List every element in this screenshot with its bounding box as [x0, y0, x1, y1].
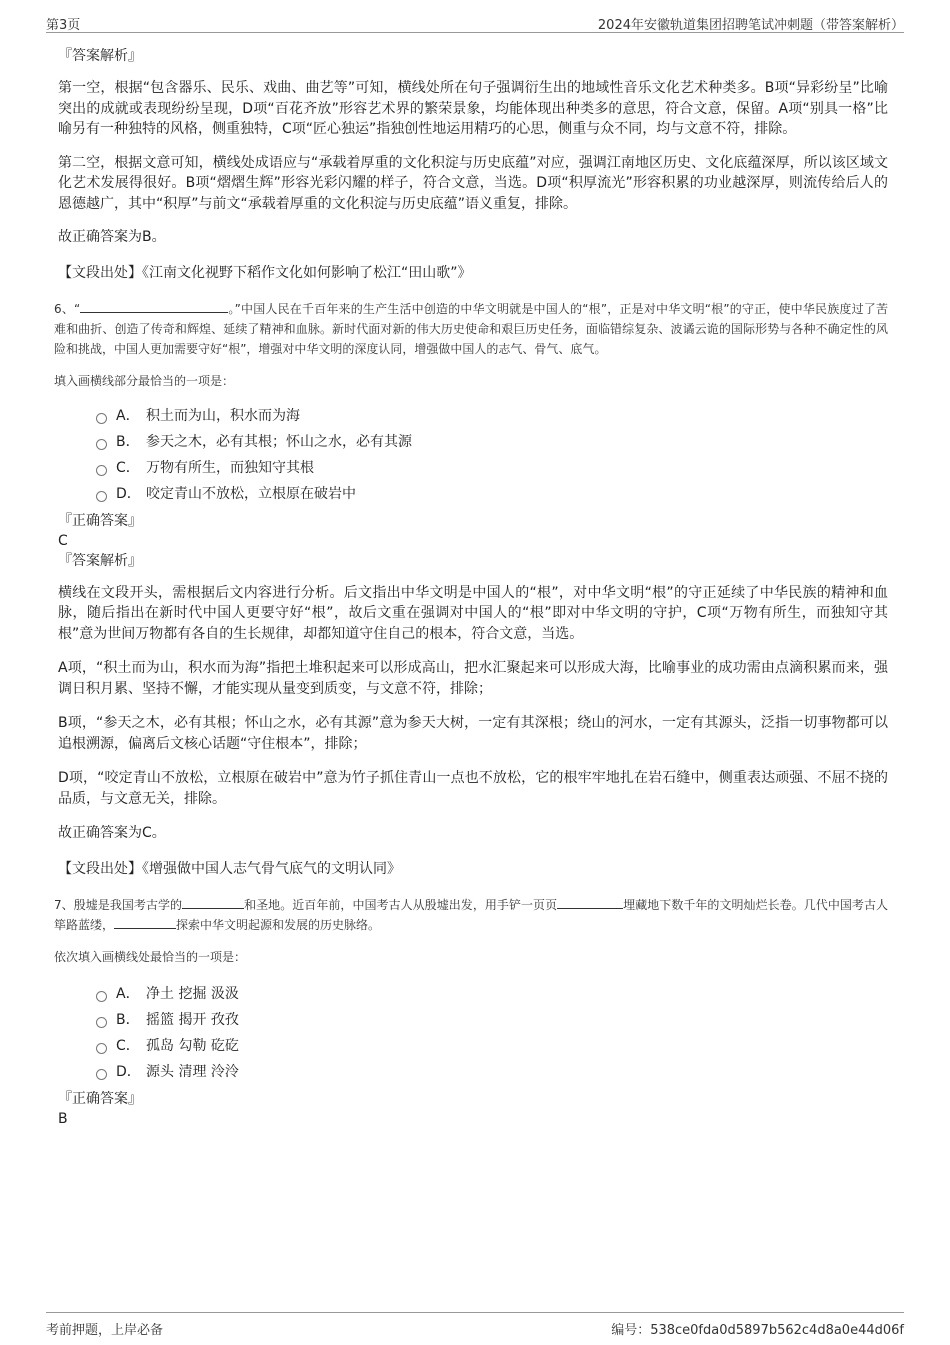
- question-7-options: [96, 981, 888, 1085]
- page-content: [54, 46, 888, 1129]
- radio-icon[interactable]: [96, 439, 107, 450]
- radio-icon[interactable]: [96, 491, 107, 502]
- page-footer: [46, 1312, 904, 1337]
- page-header: [46, 10, 904, 33]
- option-a[interactable]: A． 积土而为山，积水而为海: [96, 403, 888, 429]
- answer-conclusion: 故正确答案为C。: [58, 825, 166, 841]
- analysis-paragraph: B项，“参天之木，必有其根；怀山之水，必有其源”意为参天大树，一定有其深根；绕山的河水，一定有其源头，泛指一切事物都可以追根溯源，偏离后文核心话题“守住根本”，排除；: [58, 715, 888, 752]
- radio-icon[interactable]: [96, 1017, 107, 1028]
- fill-blank: [80, 299, 228, 313]
- option-c[interactable]: C． 万物有所生，而独知守其根: [96, 455, 888, 481]
- page-number: 第3页: [46, 18, 81, 33]
- fill-blank: [114, 915, 176, 929]
- option-b[interactable]: B． 摇篮 揭开 孜孜: [96, 1007, 888, 1033]
- correct-answer-tag: 『正确答案』: [58, 512, 142, 529]
- option-text: 净土 挖掘 汲汲: [146, 985, 239, 1002]
- analysis-paragraph: 第二空，根据文意可知，横线处成语应与“承载着厚重的文化积淀与历史底蕴”对应，强调江南地区历史、文化底蕴深厚，所以该区域文化艺术发展得很好。B项“熠熠生辉”形容光彩闪耀的样子，符合文意，当选。D项“积厚流光”形容积累的功业越深厚，则流传给后人的恩德越广，其中“积厚”与前文“承载着厚重的文化积淀与历史底蕴”语义重复，排除。: [58, 154, 888, 212]
- footer-slogan: 考前押题，上岸必备: [46, 1323, 164, 1338]
- radio-icon[interactable]: [96, 465, 107, 476]
- fill-blank: [182, 895, 244, 909]
- fill-blank: [557, 895, 623, 909]
- correct-answer: C: [58, 532, 68, 549]
- document-title: 2024年安徽轨道集团招聘笔试冲刺题（带答案解析）: [597, 18, 904, 33]
- option-text: 源头 清理 泠泠: [146, 1063, 239, 1080]
- option-d[interactable]: D． 咬定青山不放松，立根原在破岩中: [96, 481, 888, 507]
- question-7-prompt: 依次填入画横线处最恰当的一项是：: [54, 949, 247, 964]
- analysis-paragraph: D项，“咬定青山不放松，立根原在破岩中”意为竹子抓住青山一点也不放松，它的根牢牢地扎在岩石缝中，侧重表达顽强、不屈不挠的品质，与文意无关，排除。: [58, 770, 888, 807]
- question-6-stem: [54, 299, 888, 359]
- option-d[interactable]: D． 源头 清理 泠泠: [96, 1059, 888, 1085]
- question-6-options: [96, 403, 888, 507]
- question-6-prompt: 填入画横线部分最恰当的一项是：: [54, 373, 235, 388]
- answer-conclusion: 故正确答案为B。: [58, 229, 166, 245]
- passage-source: 【文段出处】《增强做中国人志气骨气底气的文明认同》: [58, 860, 401, 877]
- radio-icon[interactable]: [96, 991, 107, 1002]
- option-a[interactable]: A． 净土 挖掘 汲汲: [96, 981, 888, 1007]
- option-text: 万物有所生，而独知守其根: [146, 459, 314, 476]
- analysis-paragraph: A项，“积土而为山，积水而为海”指把土堆积起来可以形成高山，把水汇聚起来可以形成大海，比喻事业的成功需由点滴积累而来，强调日积月累、坚持不懈，才能实现从量变到质变，与文意不符，排除；: [58, 660, 888, 697]
- correct-answer-tag: 『正确答案』: [58, 1090, 142, 1107]
- analysis-paragraph: 横线在文段开头，需根据后文内容进行分析。后文指出中华文明是中国人的“根”，对中华文明“根”的守正延续了中华民族的精神和血脉，随后指出在新时代中国人更要守好“根”，故后文重在强调对中国人的“根”即对中华文明的守护，C项“万物有所生，而独知守其根”意为世间万物都有各自的生长规律，却都知道守住自己的根本，符合文意，当选。: [58, 584, 888, 642]
- radio-icon[interactable]: [96, 1043, 107, 1054]
- analysis-tag: 『答案解析』: [58, 48, 142, 64]
- option-text: 孤岛 勾勒 矻矻: [146, 1037, 239, 1054]
- analysis-tag: 『答案解析』: [58, 552, 142, 569]
- option-text: 咬定青山不放松，立根原在破岩中: [146, 485, 356, 502]
- question-7-stem: 7、殷墟是我国考古学的 和圣地。近百年前，中国考古人从殷墟出发，用手铲一页页 埋藏地下数千年的文明灿烂长卷。几代中国考古人筚路蓝缕， 探索中华文明起源和发展的历史脉络。: [54, 895, 888, 935]
- option-text: 摇篮 揭开 孜孜: [146, 1011, 239, 1028]
- question-text: 。”中国人民在千百年来的生产生活中创造的中华文明就是中国人的“根”，正是对中华文明“根”的守正，使中华民族度过了苦难和曲折、创造了传奇和辉煌、延续了精神和血脉。新时代面对新的伟大历史使命和艰巨历史任务，面临错综复杂、波谲云诡的国际形势与各种不确定性的风险和挑战，中国人更加需要守好“根”，增强对中华文明的深度认同，增强做中国人的志气、骨气、底气。: [54, 301, 888, 356]
- option-b[interactable]: B． 参天之木，必有其根；怀山之水，必有其源: [96, 429, 888, 455]
- option-text: 积土而为山，积水而为海: [146, 407, 300, 424]
- radio-icon[interactable]: [96, 1069, 107, 1080]
- question-number: 6、“: [54, 301, 81, 316]
- option-c[interactable]: C． 孤岛 勾勒 矻矻: [96, 1033, 888, 1059]
- option-text: 参天之木，必有其根；怀山之水，必有其源: [146, 433, 412, 450]
- radio-icon[interactable]: [96, 413, 107, 424]
- correct-answer: B: [58, 1110, 68, 1127]
- analysis-paragraph: 第一空，根据“包含器乐、民乐、戏曲、曲艺等”可知，横线处所在句子强调衍生出的地域性音乐文化艺术种类多。B项“异彩纷呈”比喻突出的成就或表现纷纷呈现，D项“百花齐放”形容艺术界的繁荣景象，均能体现出种类多的意思，符合文意，保留。A项“别具一格”比喻另有一种独特的风格，侧重独特，C项“匠心独运”指独创性地运用精巧的心思，侧重与众不同，均与文意不符，排除。: [58, 80, 888, 137]
- passage-source: 【文段出处】《江南文化视野下稻作文化如何影响了松江“田山歌”》: [58, 264, 472, 281]
- document-id: 编号：538ce0fda0d5897b562c4d8a0e44d06f: [611, 1323, 904, 1338]
